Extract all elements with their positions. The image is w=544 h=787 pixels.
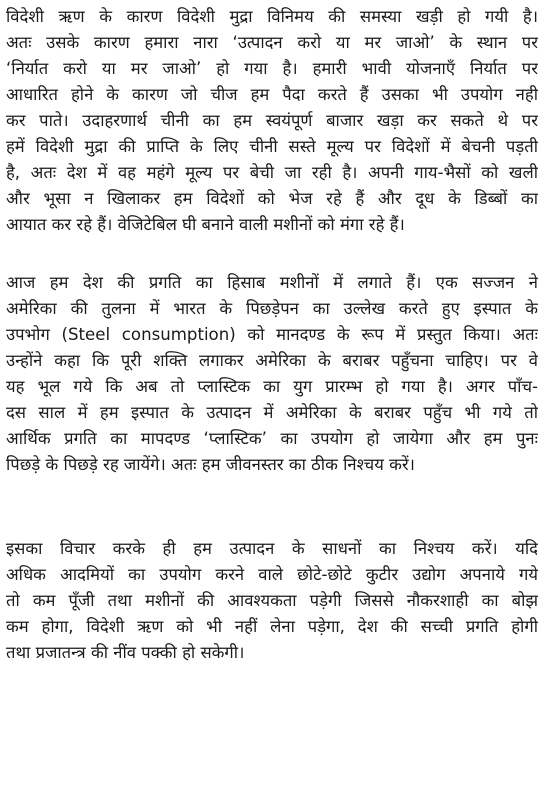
text-line: उन्होंने कहा कि पूरी शक्ति लगाकर अमेरिका के बराबर पहुँचना चाहिए। पर वे <box>6 351 538 370</box>
text-line: है, अतः देश में वह महंगे मूल्य पर बेची जा रही है। अपनी गाय-भैसों को खली <box>6 163 538 182</box>
text-line: दस साल में हम इस्पात के उत्पादन में अमेरिका के बराबर पहुँच भी गये तो <box>6 403 538 422</box>
text-line: विदेशी ऋण के कारण विदेशी मुद्रा विनिमय की समस्या खड़ी हो गयी है। <box>6 7 538 26</box>
text-line: हमें विदेशी मुद्रा की प्राप्ति के लिए चीनी सस्ते मूल्य पर विदेशों में बेचनी पड़ती <box>6 137 538 156</box>
text-line: तथा प्रजातन्त्र की नींव पक्की हो सकेगी। <box>6 643 245 662</box>
text-line: ‘निर्यात करो या मर जाओ’ हो गया है। हमारी भावी योजनाएँ निर्यात पर <box>6 59 538 78</box>
text-line: कर पाते। उदाहरणार्थ चीनी का हम स्वयंपूर्ण बाजार खड़ा कर सकते थे पर <box>6 111 538 130</box>
text-line: अधिक आदमियों का उपयोग करने वाले छोटे-छोटे कुटीर उद्योग अपनाये गये <box>6 565 538 584</box>
text-line: यह भूल गये कि अब तो प्लास्टिक का युग प्रारम्भ हो गया है। अगर पाँच- <box>6 377 538 396</box>
text-line: उपभोग (Steel consumption) को मानदण्ड के रूप में प्रस्तुत किया। अतः <box>6 325 538 344</box>
text-line: आर्थिक प्रगति का मापदण्ड ‘प्लास्टिक’ का उपयोग हो जायेगा और हम पुनः <box>6 429 538 448</box>
text-line: इसका विचार करके ही हम उत्पादन के साधनों का निश्चय करें। यदि <box>6 539 538 558</box>
text-line: पिछड़े के पिछड़े रह जायेंगे। अतः हम जीवनस्तर का ठीक निश्चय करें। <box>6 455 415 474</box>
text-line: अतः उसके कारण हमारा नारा ‘उत्पादन करो या मर जाओ’ के स्थान पर <box>6 33 538 52</box>
paragraph-3 <box>6 536 538 666</box>
paragraph-2 <box>6 270 538 478</box>
text-line: आज हम देश की प्रगति का हिसाब मशीनों में लगाते हैं। एक सज्जन ने <box>6 273 538 292</box>
paragraph-1 <box>6 4 538 238</box>
text-line: कम होगा, विदेशी ऋण को भी नहीं लेना पड़ेगा, देश की सच्ची प्रगति होगी <box>6 617 538 636</box>
text-line: आयात कर रहे हैं। वेजिटेबिल घी बनाने वाली मशीनों को मंगा रहे हैं। <box>6 215 405 234</box>
text-line: तो कम पूँजी तथा मशीनों की आवश्यकता पड़ेगी जिससे नौकरशाही का बोझ <box>6 591 538 610</box>
text-line: आधारित होने के कारण जो चीज हम पैदा करते हैं उसका भी उपयोग नही <box>6 85 538 104</box>
text-line: और भूसा न खिलाकर हम विदेशों को भेज रहे हैं और दूध के डिब्बों का <box>6 189 538 208</box>
text-line: अमेरिका की तुलना में भारत के पिछड़ेपन का उल्लेख करते हुए इस्पात के <box>6 299 538 318</box>
